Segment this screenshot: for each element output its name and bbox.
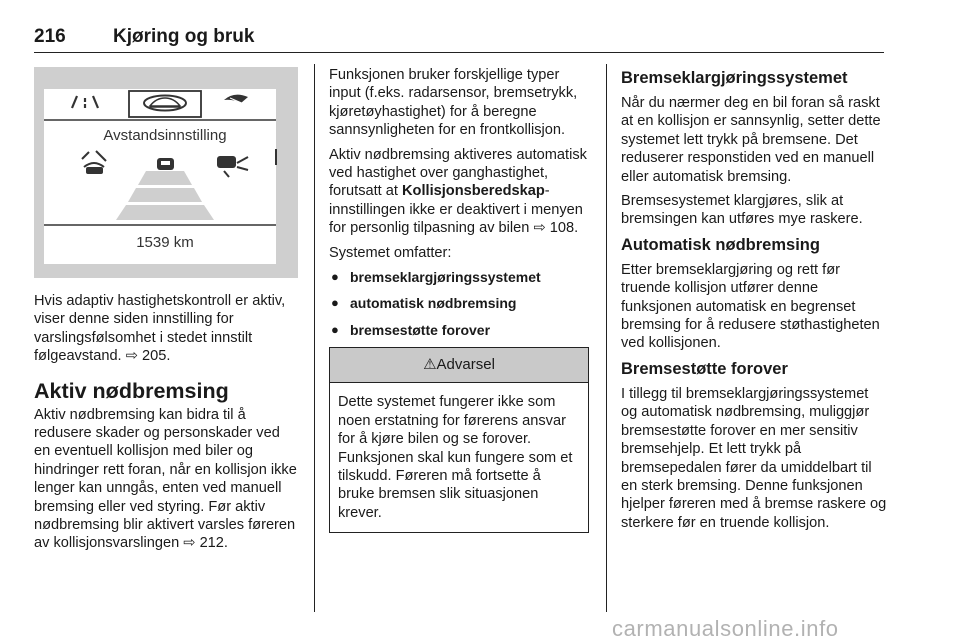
paragraph-system: Systemet omfatter: — [329, 244, 452, 261]
display-illustration — [34, 67, 298, 278]
column-divider-left — [314, 64, 315, 612]
warning-text: Dette systemet fungerer ikke som noen erstatning for førerens ansvar for å kjøre bilen og se forover. Funksjonen skal kun fungere som et tilskudd. Føreren må fortsette å bruke bremsen slik situasjonen krever. — [338, 394, 573, 521]
intro-text: Hvis adaptiv hastighetskontroll er aktiv, viser denne siden innstilling for varslingsfølsomhet i stedet innstilt følgeavstand. — [34, 293, 286, 365]
heading-brake-prep: Bremseklargjøringssystemet — [621, 69, 848, 87]
intro-ref: 205. — [141, 348, 171, 365]
feature-list — [329, 268, 591, 339]
section-text: Aktiv nødbremsing kan bidra til å redusere skader og personskader ved en eventuell kollisjon med biler og hindringer rett foran, når en kollisjon ikke lenger kan unngås, enten ved manuell bremsing eller ved styring. Før aktiv nødbremsing blir aktivert varsles føreren av kollisjonsvarslingen — [34, 406, 297, 552]
intro-paragraph — [34, 292, 299, 366]
list-item: ● automatisk nødbremsing — [329, 294, 591, 312]
page-reference-icon: ⇨ — [183, 535, 196, 552]
warning-box — [329, 347, 589, 533]
paragraph-brake-assist: I tillegg til bremseklargjøringssystemet og automatisk nødbremsing, muliggjør bremsestøtte forover en mer sensitiv bremsehjelp. Et lett trykk på bremsepedalen fører da umiddelbart til en sterk bremsing. Denne funksjonen hjelper føreren med å bremse raskere og sterkere før en truende kollisjon. — [621, 385, 887, 531]
vehicle-ahead-icon — [157, 158, 174, 170]
paragraph-input: Funksjonen bruker forskjellige typer input (f.eks. radarsensor, bremsetrykk, kjøretøyhastighet) for å beregne sannsynligheten for en frontkollisjon. — [329, 67, 578, 139]
paragraph-auto-braking: Etter bremseklargjøring og rett før truende kollisjon utfører denne funksjonen automatisk en begrenset bremsing for å redusere støthastigheten ved kollisjonen. — [621, 261, 880, 352]
chapter-title: Kjøring og bruk — [113, 26, 255, 47]
column-3 — [621, 66, 887, 538]
distance-bar-3 — [116, 205, 214, 220]
paragraph-activation — [329, 146, 591, 238]
heading-auto-braking: Automatisk nødbremsing — [621, 235, 820, 254]
page-header — [34, 26, 884, 53]
column-divider-right — [606, 64, 607, 612]
setting-name: Kollisjonsberedskap — [402, 183, 545, 200]
warning-header — [330, 348, 588, 383]
warning-icon: ⚠ — [423, 356, 437, 374]
column-1 — [34, 292, 299, 559]
paragraph-brake-prep: Når du nærmer deg en bil foran så raskt at en kollisjon er sannsynlig, setter dette systemet lett trykk på bremsene. Det reduserer responstiden ved en manuell eller automatisk bremsing. — [621, 95, 881, 185]
display-title: Avstandsinnstilling — [103, 127, 227, 144]
section-paragraph — [34, 406, 299, 553]
list-item: ● bremsestøtte forover — [329, 321, 591, 339]
activation-text: Aktiv nødbremsing aktiveres automatisk ved hastighet over ganghastighet, forutsatt at — [329, 146, 587, 200]
section-heading: Aktiv nødbremsing — [34, 378, 229, 403]
paragraph-brake-system: Bremsesystemet klargjøres, slik at bremsingen kan utføres mye raskere. — [621, 193, 863, 228]
odometer-readout: 1539 km — [136, 234, 194, 251]
watermark: carmanualsonline.info — [612, 616, 839, 641]
list-item: ● bremseklargjøringssystemet — [329, 268, 591, 286]
column-2 — [329, 66, 591, 533]
activation-text-2: -innstillingen ikke er deaktivert i menyen for personlig tilpasning av bilen — [329, 183, 583, 237]
distance-bar-1 — [138, 171, 192, 185]
section-ref: 212. — [199, 535, 228, 552]
activation-ref: 108. — [549, 220, 579, 237]
page-reference-icon: ⇨ — [125, 348, 138, 365]
distance-bar-2 — [128, 188, 202, 202]
page-number: 216 — [34, 26, 66, 47]
warning-title: Advarsel — [436, 356, 495, 374]
heading-brake-assist: Bremsestøtte forover — [621, 359, 788, 378]
page-reference-icon: ⇨ — [533, 220, 546, 237]
